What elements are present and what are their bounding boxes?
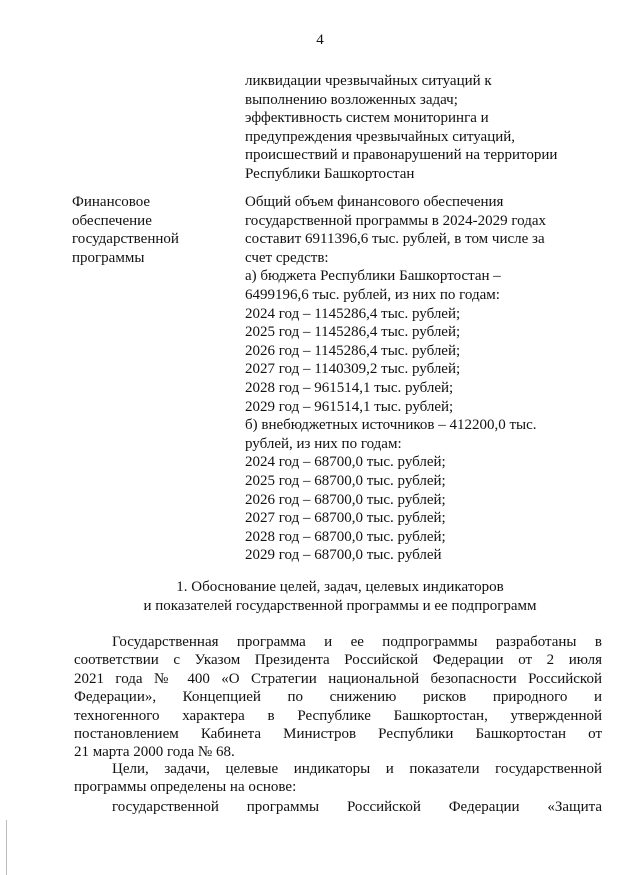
- year-line: 2025 год – 68700,0 тыс. рублей;: [245, 472, 446, 489]
- text-line: 2021 года № 400 «О Стратегии национальной безопасности Российской: [74, 670, 602, 687]
- top-continuation-text: [245, 72, 605, 184]
- text-line: рублей, из них по годам:: [245, 435, 402, 452]
- text-line: государственной программы в 2024-2029 годах: [245, 212, 547, 229]
- year-line: 2029 год – 68700,0 тыс. рублей: [245, 547, 442, 564]
- text-line: происшествий и правонарушений на территории: [245, 147, 558, 164]
- text-line: эффективность систем мониторинга и: [245, 110, 489, 127]
- page-number: 4: [316, 32, 324, 48]
- section-heading: [0, 578, 640, 616]
- year-line: 2026 год – 1145286,4 тыс. рублей;: [245, 342, 461, 359]
- label-line: Финансовое: [72, 194, 151, 210]
- paragraph-state-program: [74, 798, 602, 816]
- year-line: 2024 год – 1145286,4 тыс. рублей;: [245, 305, 461, 322]
- text-line: 21 марта 2000 года № 68.: [74, 744, 235, 761]
- text-line: постановлением Кабинета Министров Республики Башкортостан от: [74, 726, 602, 743]
- year-line: 2027 год – 1140309,2 тыс. рублей;: [245, 361, 461, 378]
- text-line: б) внебюджетных источников – 412200,0 тыс.: [245, 417, 537, 434]
- text-line: составит 6911396,6 тыс. рублей, в том числе за: [245, 231, 545, 248]
- text-line: а) бюджета Республики Башкортостан –: [245, 268, 501, 285]
- year-line: 2026 год – 68700,0 тыс. рублей;: [245, 491, 446, 508]
- label-line: государственной: [72, 231, 179, 248]
- year-line: 2029 год – 961514,1 тыс. рублей;: [245, 398, 454, 415]
- text-line: предупреждения чрезвычайных ситуаций,: [245, 128, 516, 145]
- text-line: Цели, задачи, целевые индикаторы и показатели государственной: [112, 761, 602, 777]
- text-line: Государственная программа и ее подпрограммы разработаны в: [112, 634, 602, 650]
- year-line: 2024 год – 68700,0 тыс. рублей;: [245, 454, 446, 471]
- text-line: Республики Башкортостан: [245, 165, 415, 182]
- text-line: соответствии с Указом Президента Российской Федерации от 2 июля: [74, 652, 602, 669]
- year-line: 2025 год – 1145286,4 тыс. рублей;: [245, 324, 461, 341]
- text-line: Общий объем финансового обеспечения: [245, 194, 504, 210]
- scan-edge-mark: [6, 820, 7, 875]
- text-line: Федерации», Концепцией по снижению рисков природного и: [74, 689, 602, 706]
- text-line: 6499196,6 тыс. рублей, из них по годам:: [245, 286, 500, 303]
- text-line: выполнению возложенных задач;: [245, 91, 458, 108]
- paragraph-goals: [74, 760, 602, 797]
- text-line: счет средств:: [245, 249, 329, 266]
- paragraph-legal-basis: [74, 633, 602, 762]
- text-line: техногенного характера в Республике Башкортостан, утвержденной: [74, 707, 602, 724]
- financing-details: [245, 193, 605, 565]
- heading-line: 1. Обоснование целей, задач, целевых индикаторов: [176, 579, 504, 595]
- text-line: программы определены на основе:: [74, 779, 297, 796]
- financing-label: [72, 193, 232, 267]
- label-line: обеспечение: [72, 212, 152, 229]
- heading-line: и показателей государственной программы и ее подпрограмм: [143, 598, 537, 614]
- text-line: государственной программы Российской Федерации «Защита: [112, 799, 602, 815]
- label-line: программы: [72, 249, 145, 266]
- year-line: 2028 год – 68700,0 тыс. рублей;: [245, 528, 446, 545]
- year-line: 2027 год – 68700,0 тыс. рублей;: [245, 510, 446, 527]
- year-line: 2028 год – 961514,1 тыс. рублей;: [245, 379, 454, 396]
- text-line: ликвидации чрезвычайных ситуаций к: [245, 73, 492, 89]
